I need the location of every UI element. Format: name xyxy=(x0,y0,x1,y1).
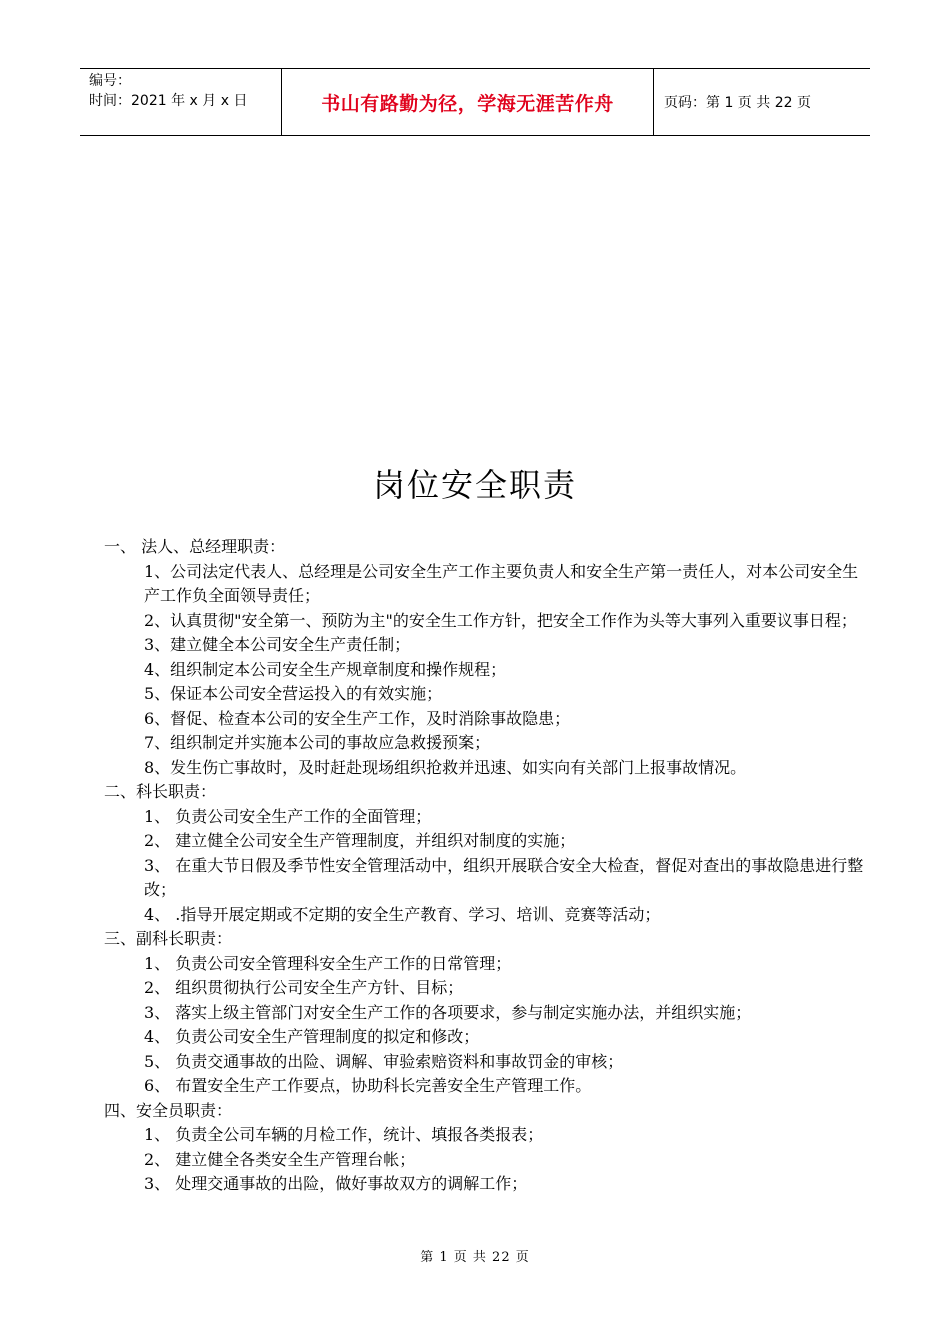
section-deputy-chief xyxy=(100,927,870,1099)
list-item: 6、督促、检查本公司的安全生产工作，及时消除事故隐患； xyxy=(144,708,571,728)
list-item: 3、 在重大节日假及季节性安全管理活动中，组织开展联合安全大检查，督促对查出的事故隐患进行整改； xyxy=(144,855,864,899)
header-meta xyxy=(80,69,282,135)
section-heading: 一、 法人、总经理职责： xyxy=(104,537,286,556)
list-item: 3、 落实上级主管部门对安全生产工作的各项要求，参与制定实施办法，并组织实施； xyxy=(144,1002,752,1022)
header-motto: 书山有路勤为径，学海无涯苦作舟 xyxy=(321,92,614,115)
section-heading: 二、科长职责： xyxy=(104,782,217,801)
document-body xyxy=(100,535,870,1197)
list-item: 4、 .指导开展定期或不定期的安全生产教育、学习、培训、竞赛等活动； xyxy=(144,904,661,924)
list-item: 1、 负责公司安全生产工作的全面管理； xyxy=(144,806,432,826)
list-item: 4、组织制定本公司安全生产规章制度和操作规程； xyxy=(144,659,507,679)
list-item: 2、 组织贯彻执行公司安全生产方针、目标； xyxy=(144,978,464,997)
page-footer: 第 1 页 共 22 页 xyxy=(420,1250,530,1265)
list-item: 1、 负责全公司车辆的月检工作，统计、填报各类报表； xyxy=(144,1125,544,1144)
list-item: 8、发生伤亡事故时，及时赶赴现场组织抢救并迅速、如实向有关部门上报事故情况。 xyxy=(144,757,747,777)
document-time-label: 时间：2021 年 x 月 x 日 xyxy=(89,93,248,109)
list-item: 3、 处理交通事故的出险，做好事故双方的调解工作； xyxy=(144,1174,528,1193)
document-title: 岗位安全职责 xyxy=(372,466,577,504)
section-safety-officer xyxy=(100,1099,870,1197)
list-item: 2、认真贯彻"安全第一、预防为主"的安全生工作方针，把安全工作作为头等大事列入重要议事日程； xyxy=(144,610,857,630)
list-item: 2、 建立健全公司安全生产管理制度，并组织对制度的实施； xyxy=(144,831,576,850)
list-item: 5、 负责交通事故的出险、调解、审验索赔资料和事故罚金的审核； xyxy=(144,1051,624,1071)
list-item: 1、公司法定代表人、总经理是公司安全生产工作主要负责人和安全生产第一责任人，对本公司安全生产工作负全面领导责任； xyxy=(144,561,859,605)
list-item: 1、 负责公司安全管理科安全生产工作的日常管理； xyxy=(144,953,512,973)
header-motto-cell xyxy=(282,69,654,135)
section-heading: 三、副科长职责： xyxy=(104,929,233,948)
section-section-chief xyxy=(100,780,870,927)
list-item: 5、保证本公司安全营运投入的有效实施； xyxy=(144,684,443,703)
header-page-info: 页码：第 1 页 共 22 页 xyxy=(664,95,811,111)
list-item: 7、组织制定并实施本公司的事故应急救援预案； xyxy=(144,733,491,752)
list-item: 6、 布置安全生产工作要点，协助科长完善安全生产管理工作。 xyxy=(144,1076,592,1095)
list-item: 2、 建立健全各类安全生产管理台帐； xyxy=(144,1149,416,1169)
section-heading: 四、安全员职责： xyxy=(104,1100,233,1120)
list-item: 3、建立健全本公司安全生产责任制； xyxy=(144,635,411,654)
list-item: 4、 负责公司安全生产管理制度的拟定和修改； xyxy=(144,1027,480,1046)
page-header xyxy=(80,68,870,136)
section-legal-rep xyxy=(100,535,870,780)
document-number-label: 编号： xyxy=(89,73,131,89)
